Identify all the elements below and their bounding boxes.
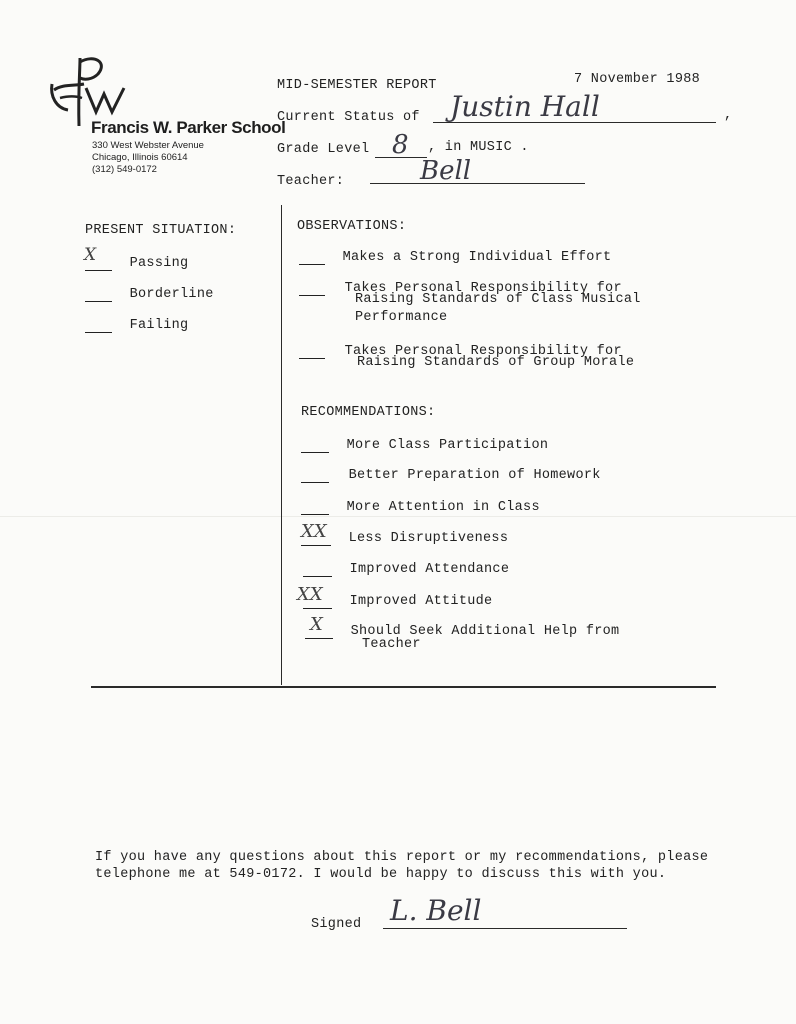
observation-item[interactable] (299, 247, 611, 265)
observations-heading: OBSERVATIONS: (297, 219, 407, 234)
recommendation-item[interactable] (301, 497, 540, 515)
paper-fold (0, 516, 796, 517)
situation-label: Borderline (129, 287, 214, 302)
subject-text: , in MUSIC . (428, 140, 529, 155)
observation-text: Takes Personal Responsibility for (344, 281, 622, 296)
situation-checkbox[interactable] (85, 289, 112, 302)
observation-checkbox[interactable] (299, 283, 325, 296)
situation-label: Failing (129, 318, 189, 333)
recommendation-item[interactable] (305, 621, 619, 639)
situation-mark-passing: X (84, 245, 97, 265)
student-name[interactable]: Justin Hall (450, 90, 600, 123)
recommendation-mark: XX (301, 521, 327, 542)
teacher-line (370, 183, 585, 184)
recommendation-item[interactable] (301, 465, 601, 483)
status-trailing-comma: , (724, 108, 733, 123)
recommendation-text: Less Disruptiveness (348, 531, 509, 546)
situation-item-passing[interactable] (85, 253, 188, 271)
teacher-label: Teacher: (277, 174, 345, 189)
section-divider (91, 686, 716, 688)
signature-line (383, 928, 627, 929)
recommendation-item[interactable] (303, 591, 492, 609)
recommendation-text: More Attention in Class (346, 500, 540, 515)
present-situation-heading: PRESENT SITUATION: (85, 223, 237, 238)
situation-item-borderline[interactable] (85, 284, 214, 302)
recommendations-heading: RECOMMENDATIONS: (301, 405, 436, 420)
recommendation-mark: XX (297, 584, 323, 605)
report-title: MID-SEMESTER REPORT (277, 78, 437, 93)
recommendation-text: Improved Attitude (349, 594, 493, 609)
recommendation-mark: X (310, 614, 323, 635)
observation-checkbox[interactable] (299, 346, 325, 359)
footer-text-line1: If you have any questions about this report or my recommendations, please (95, 850, 709, 865)
recommendation-text: Improved Attendance (349, 562, 510, 577)
status-label: Current Status of (277, 110, 420, 125)
column-divider (281, 205, 282, 685)
grade-value[interactable]: 8 (392, 130, 409, 160)
grade-label: Grade Level (277, 142, 370, 157)
observation-text: Takes Personal Responsibility for (344, 344, 622, 359)
recommendation-text: Should Seek Additional Help from (350, 624, 620, 639)
signature[interactable]: L. Bell (390, 894, 482, 927)
signed-label: Signed (311, 917, 362, 932)
recommendation-checkbox[interactable] (301, 440, 329, 453)
recommendation-item[interactable] (303, 559, 509, 577)
recommendation-item[interactable] (301, 528, 508, 546)
observation-text: Makes a Strong Individual Effort (342, 250, 612, 265)
recommendation-checkbox[interactable] (301, 502, 329, 515)
recommendation-text: Better Preparation of Homework (348, 468, 601, 483)
school-phone: (312) 549-0172 (92, 164, 157, 175)
school-address-street: 330 West Webster Avenue (92, 140, 204, 151)
situation-checkbox[interactable] (85, 320, 112, 333)
situation-label: Passing (129, 256, 189, 271)
observation-checkbox[interactable] (299, 252, 325, 265)
footer-text-line2: telephone me at 549-0172. I would be happy to discuss this with you. (95, 867, 667, 882)
observation-text-cont: Performance (355, 310, 448, 325)
recommendation-checkbox[interactable] (303, 564, 332, 577)
recommendation-text: More Class Participation (346, 438, 549, 453)
school-name: Francis W. Parker School (91, 118, 286, 137)
recommendation-checkbox[interactable] (301, 470, 329, 483)
report-date: 7 November 1988 (574, 72, 701, 87)
recommendation-text-cont: Teacher (362, 637, 421, 652)
situation-item-failing[interactable] (85, 315, 188, 333)
school-address-city: Chicago, Illinois 60614 (92, 152, 188, 163)
teacher-name[interactable]: Bell (420, 156, 472, 186)
observation-text-cont: Raising Standards of Class Musical (355, 292, 641, 307)
observation-text-cont: Raising Standards of Group Morale (357, 355, 635, 370)
recommendation-item[interactable] (301, 435, 548, 453)
